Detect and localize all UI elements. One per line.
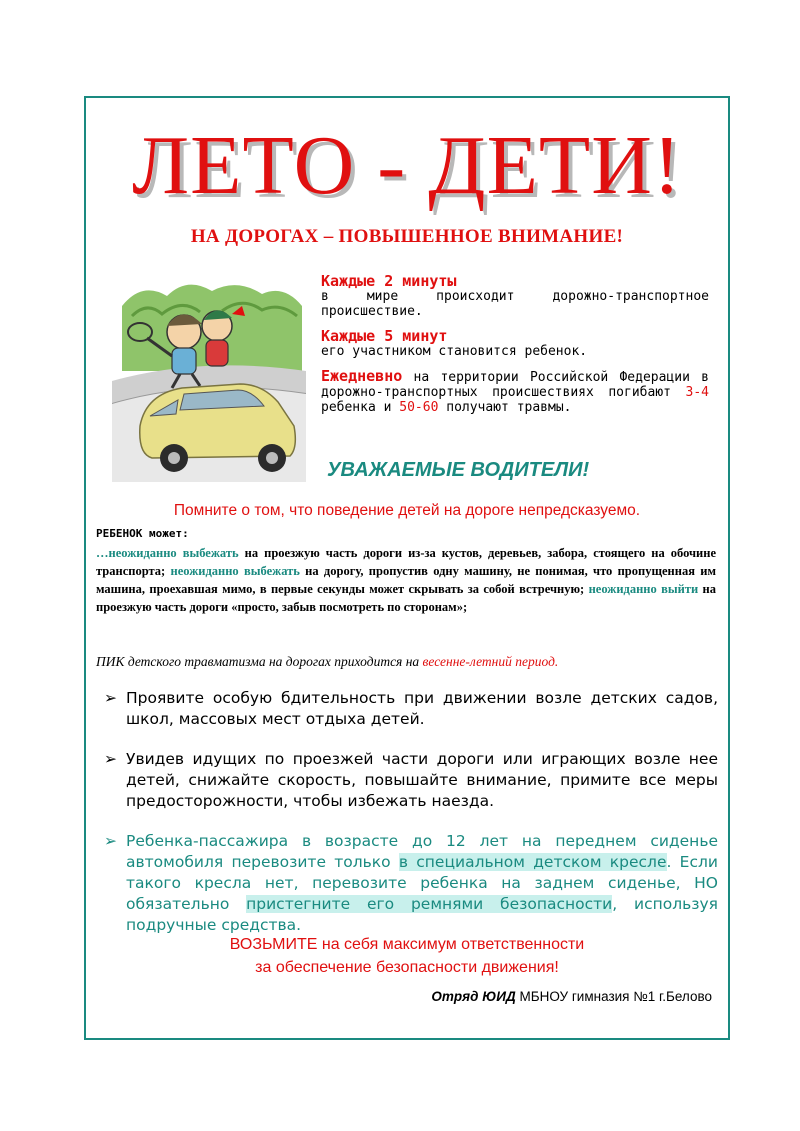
drivers-heading: УВАЖАЕМЫЕ ВОДИТЕЛИ! bbox=[327, 459, 590, 481]
fact-daily-heading: Ежедневно bbox=[321, 367, 403, 385]
peak-season: весенне-летний период bbox=[422, 654, 555, 669]
illustration-children-car bbox=[112, 276, 306, 482]
fact-daily-text: Ежедневно на территории Российской Федерации в дорожно-транспортных происшествиях погибают 3-4 ребенка и 50-60 получают травмы. bbox=[321, 367, 709, 415]
poster-title: ЛЕТО - ДЕТИ! bbox=[132, 119, 682, 212]
statistics-block bbox=[321, 274, 709, 425]
list-item: ➢ Ребенка-пассажира в возрасте до 12 лет на переднем сиденье автомобиля перевозите только в специальном детском кресле. Если такого кресла нет, перевозите ребенка на заднем сиденье, НО обязательно пристегните его ремнями безопасности, используя подручные средства. bbox=[104, 832, 718, 934]
list-item: ➢ Проявите особую бдительность при движении возле детских садов, школ, массовых мест отдыха детей. bbox=[104, 689, 718, 728]
fact-injuries-count: 50-60 bbox=[399, 400, 439, 415]
arrow-bullet-icon: ➢ bbox=[104, 689, 117, 707]
peak-injury-line: ПИК детского травматизма на дорогах приходится на весенне-летний период. bbox=[96, 654, 559, 669]
signature-unit: Отряд ЮИД bbox=[431, 989, 516, 1004]
poster-subtitle: НА ДОРОГАХ – ПОВЫШЕННОЕ ВНИМАНИЕ! bbox=[190, 226, 624, 247]
signature bbox=[360, 989, 712, 1004]
child-can-heading: РЕБЕНОК может: bbox=[96, 527, 189, 540]
remember-line: Помните о том, что поведение детей на дороге непредсказуемо. bbox=[173, 502, 641, 519]
fact-every-5-minutes-text: его участником становится ребенок. bbox=[321, 344, 588, 359]
fact-deaths-count: 3-4 bbox=[685, 385, 709, 400]
arrow-bullet-icon: ➢ bbox=[104, 832, 117, 850]
responsibility-callout: ВОЗЬМИТЕ на себя максимум ответственности за обеспечение безопасности движения! bbox=[229, 936, 585, 976]
fact-every-2-minutes-heading: Каждые 2 минуты bbox=[321, 272, 457, 290]
signature-school: МБНОУ гимназия №1 г.Белово bbox=[515, 989, 712, 1004]
fact-every-2-minutes-text: в мире происходит дорожно-транспортное происшествие. bbox=[321, 289, 709, 319]
arrow-bullet-icon: ➢ bbox=[104, 750, 117, 768]
child-behaviour-text: …неожиданно выбежать на проезжую часть дороги из-за кустов, деревьев, забора, стоящего на обочине транспорта; неожиданно выбежать на дорогу, пропустив одну машину, не понимая, что пропущенная им машина, проехавшая мимо, в первые секунды может скрывать за собой встречную; неожиданно выйти на проезжую часть дороги «просто, забыв посмотреть по сторонам»; bbox=[96, 546, 716, 614]
fact-every-5-minutes-heading: Каждые 5 минут bbox=[321, 327, 448, 345]
list-item: ➢ Увидев идущих по проезжей части дороги или играющих возле нее детей, снижайте скорость, повышайте внимание, примите все меры предосторожности, чтобы избежать наезда. bbox=[104, 750, 718, 810]
driver-tips-list bbox=[104, 688, 718, 955]
